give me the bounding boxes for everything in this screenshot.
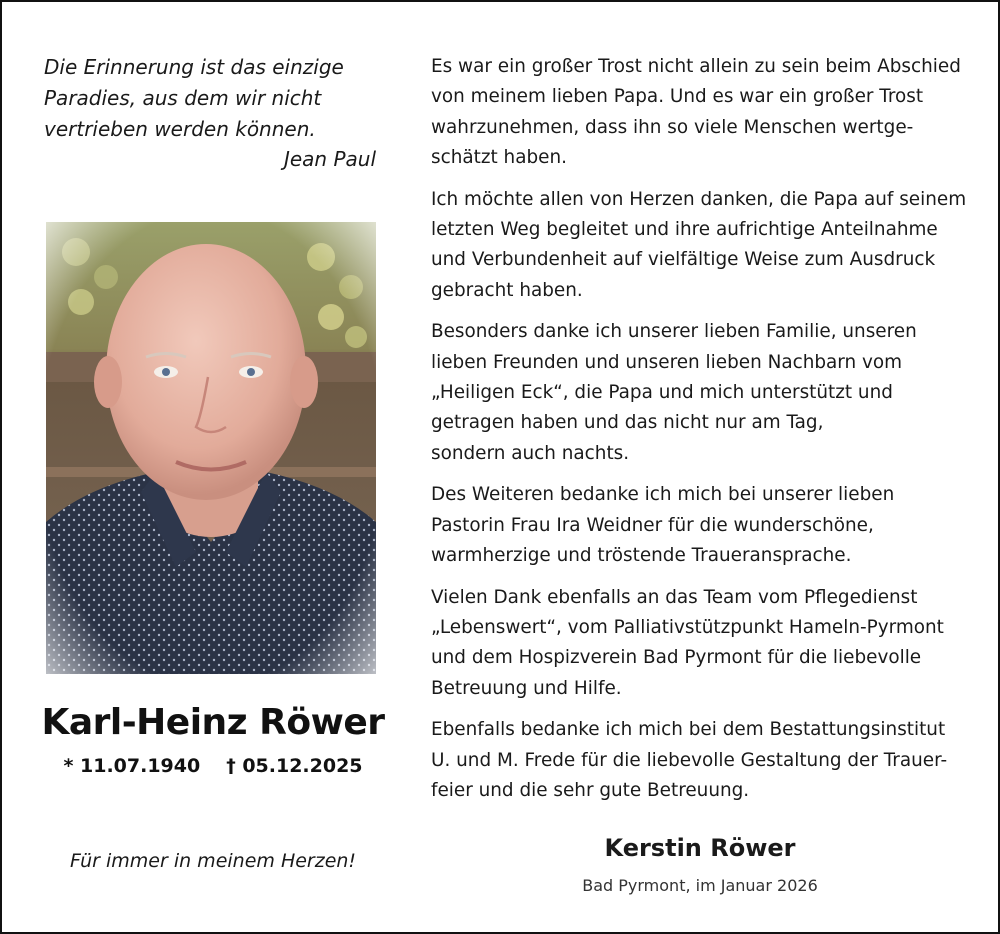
text-line: wahrzunehmen, dass ihn so viele Menschen wertge-: [431, 116, 914, 138]
quote: [44, 52, 384, 145]
paragraph: [431, 317, 976, 469]
text-line: sondern auch nachts.: [431, 442, 630, 464]
deceased-name: Karl-Heinz Röwer: [41, 702, 385, 743]
life-dates: [26, 752, 400, 780]
text-line: getragen haben und das nicht nur am Tag,: [431, 412, 824, 434]
paragraph: [431, 480, 976, 571]
text-line: U. und M. Frede für die liebevolle Gestaltung der Trauer-: [431, 749, 948, 771]
text-line: warmherzige und tröstende Traueransprache.: [431, 545, 852, 567]
text-line: Des Weiteren bedanke ich mich bei unserer lieben: [431, 484, 895, 506]
paragraph: [431, 583, 976, 705]
text-line: Vielen Dank ebenfalls an das Team vom Pflegedienst: [431, 586, 918, 608]
text-line: lieben Freunden und unseren lieben Nachbarn vom: [431, 351, 903, 373]
text-line: Ebenfalls bedanke ich mich bei dem Bestattungsinstitut: [431, 719, 946, 741]
paragraph: [431, 185, 976, 307]
text-line: „Lebenswert“, vom Palliativstützpunkt Hameln-Pyrmont: [431, 616, 944, 638]
text-line: gebracht haben.: [431, 279, 583, 301]
place-and-date: Bad Pyrmont, im Januar 2026: [582, 876, 818, 895]
birth-date: * 11.07.1940: [63, 755, 201, 777]
signer-name: Kerstin Röwer: [604, 834, 796, 862]
text-line: feier und die sehr gute Betreuung.: [431, 779, 750, 801]
death-date: † 05.12.2025: [226, 755, 363, 777]
paragraph: [431, 715, 976, 806]
text-line: Betreuung und Hilfe.: [431, 677, 622, 699]
quote-author: Jean Paul: [283, 147, 376, 171]
text-line: Besonders danke ich unserer lieben Familie, unseren: [431, 321, 917, 343]
thank-you-text: [431, 52, 976, 817]
portrait-image: [46, 222, 376, 674]
text-line: schätzt haben.: [431, 147, 567, 169]
portrait-photo: [46, 222, 376, 674]
text-line: von meinem lieben Papa. Und es war ein großer Trost: [431, 86, 924, 108]
closing-motto: Für immer in meinem Herzen!: [69, 850, 357, 872]
quote-line: vertrieben werden können.: [44, 117, 316, 141]
text-line: und dem Hospizverein Bad Pyrmont für die liebevolle: [431, 647, 922, 669]
text-line: Ich möchte allen von Herzen danken, die Papa auf seinem: [431, 188, 967, 210]
text-line: und Verbundenheit auf vielfältige Weise zum Ausdruck: [431, 249, 936, 271]
paragraph: [431, 52, 976, 174]
text-line: „Heiligen Eck“, die Papa und mich unterstützt und: [431, 382, 893, 404]
quote-line: Die Erinnerung ist das einzige: [44, 55, 344, 79]
text-line: letzten Weg begleitet und ihre aufrichtige Anteilnahme: [431, 219, 938, 241]
quote-line: Paradies, aus dem wir nicht: [44, 86, 322, 110]
text-line: Es war ein großer Trost nicht allein zu sein beim Abschied: [431, 56, 961, 77]
text-line: Pastorin Frau Ira Weidner für die wunderschöne,: [431, 514, 874, 536]
